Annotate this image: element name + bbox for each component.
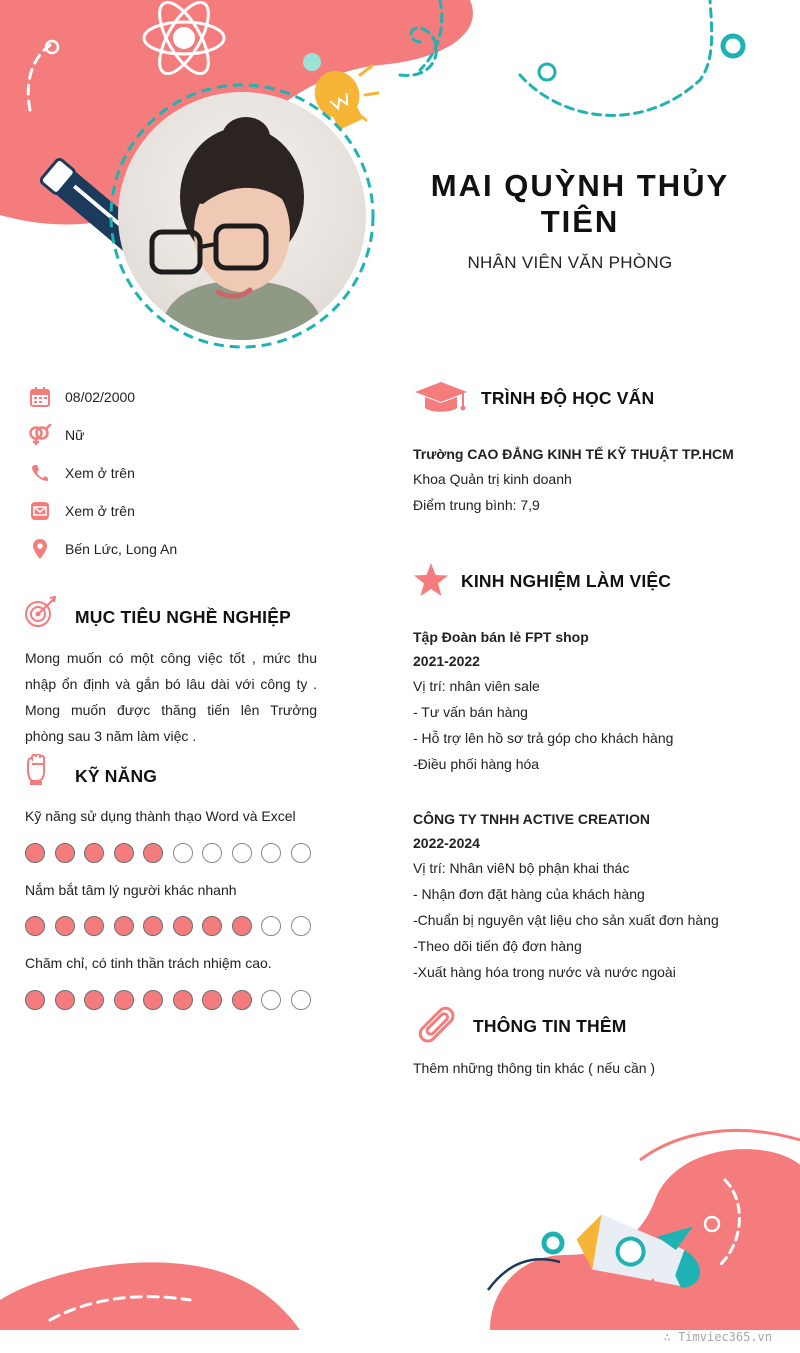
rating-dot-filled [143,916,163,936]
birthday-text: 08/02/2000 [65,389,136,405]
watermark-logo-icon: ∴ [663,1330,679,1344]
education-school: Trường CAO ĐẲNG KINH TẾ KỸ THUẬT TP.HCM [413,446,734,462]
extra-title: THÔNG TIN THÊM [473,1016,627,1036]
skill-label-2: Nắm bắt tâm lý người khác nhanh [25,882,237,898]
extra-text: Thêm những thông tin khác ( nếu cần ) [413,1060,656,1076]
star-icon [413,563,449,602]
skills-title: KỸ NĂNG [75,766,158,786]
rating-dot-filled [114,916,134,936]
profile-photo [118,92,366,340]
email-text: Xem ở trên [65,503,135,519]
objective-text: Mong muốn có một công việc tốt , mức thu nhập ổn định và gắn bó lâu dài với công ty . Mong muốn được thăng tiến lên Trưởng phòng sau 3 năm làm việc . [25,650,317,744]
contact-birthday [28,384,358,410]
rating-dot-empty [291,990,311,1010]
job-1-task: - Tư vấn bán hàng [413,704,528,720]
job-2-position: Vị trí: Nhân viêN bộ phận khai thác [413,860,630,876]
rating-dot-filled [232,990,252,1010]
rating-dot-filled [143,843,163,863]
education-faculty: Khoa Quản trị kinh doanh [413,471,572,487]
contact-phone [28,460,358,486]
job-2-task: -Chuẩn bị nguyên vật liệu cho sản xuất đơn hàng [413,912,719,928]
rating-dot-filled [55,990,75,1010]
rating-dot-empty [261,916,281,936]
job-1-task: - Hỗ trợ lên hồ sơ trả góp cho khách hàng [413,730,674,746]
rating-dot-filled [84,843,104,863]
job-1-company: Tập Đoàn bán lẻ FPT shop [413,629,589,645]
rating-dot-filled [114,843,134,863]
rating-dot-filled [202,916,222,936]
graduation-cap-icon [413,380,469,421]
rating-dot-filled [232,916,252,936]
rating-dot-empty [291,843,311,863]
rating-dot-filled [114,990,134,1010]
rating-dot-filled [173,990,193,1010]
watermark [664,1330,772,1344]
education-title: TRÌNH ĐỘ HỌC VẤN [481,388,655,408]
rating-dot-filled [25,916,45,936]
skill-rating-3 [25,990,320,1014]
email-icon [28,500,52,522]
job-title: NHÂN VIÊN VĂN PHÒNG [467,253,673,272]
rating-dot-filled [55,843,75,863]
experience-title: KINH NGHIỆM LÀM VIỆC [461,571,672,591]
rating-dot-empty [173,843,193,863]
rating-dot-empty [232,843,252,863]
rating-dot-filled [173,916,193,936]
skill-rating-1 [25,843,320,867]
job-1-task: -Điều phối hàng hóa [413,756,540,772]
job-2-period: 2022-2024 [413,835,480,851]
watermark-text: Timviec365.vn [678,1330,772,1344]
rating-dot-filled [25,843,45,863]
rating-dot-empty [202,843,222,863]
location-pin-icon [28,538,52,560]
contact-email [28,498,358,524]
candidate-name [400,168,760,240]
skill-label-3: Chăm chỉ, có tinh thần trách nhiệm cao. [25,955,272,971]
contact-gender [28,422,358,448]
skill-rating-2 [25,916,320,940]
rating-dot-filled [84,990,104,1010]
fist-icon [24,754,48,791]
rating-dot-filled [55,916,75,936]
paperclip-icon [415,1005,459,1050]
job-2-task: - Nhận đơn đặt hàng của khách hàng [413,886,645,902]
gender-text: Nữ [65,427,85,443]
phone-text: Xem ở trên [65,465,135,481]
skill-label-1: Kỹ năng sử dụng thành thạo Word và Excel [25,808,296,824]
gender-icon [28,424,52,446]
rating-dot-empty [291,916,311,936]
rating-dot-filled [143,990,163,1010]
candidate-name-line1: MAI QUỲNH THỦY [430,168,730,203]
candidate-name-line2: TIÊN [540,204,620,239]
job-1-position: Vị trí: nhân viên sale [413,678,540,694]
job-2-company: CÔNG TY TNHH ACTIVE CREATION [413,811,650,827]
target-icon [24,596,58,633]
job-2-task: -Xuất hàng hóa trong nước và nước ngoài [413,964,676,980]
address-text: Bến Lức, Long An [65,541,178,557]
objective-title: MỤC TIÊU NGHỀ NGHIỆP [75,607,291,627]
job-2-task: -Theo dõi tiến độ đơn hàng [413,938,582,954]
phone-icon [28,462,52,484]
rating-dot-filled [25,990,45,1010]
rating-dot-filled [84,916,104,936]
job-1-period: 2021-2022 [413,653,480,669]
rating-dot-filled [202,990,222,1010]
calendar-icon [28,386,52,408]
rating-dot-empty [261,990,281,1010]
contact-address [28,536,358,562]
education-gpa: Điểm trung bình: 7,9 [413,497,540,513]
rating-dot-empty [261,843,281,863]
